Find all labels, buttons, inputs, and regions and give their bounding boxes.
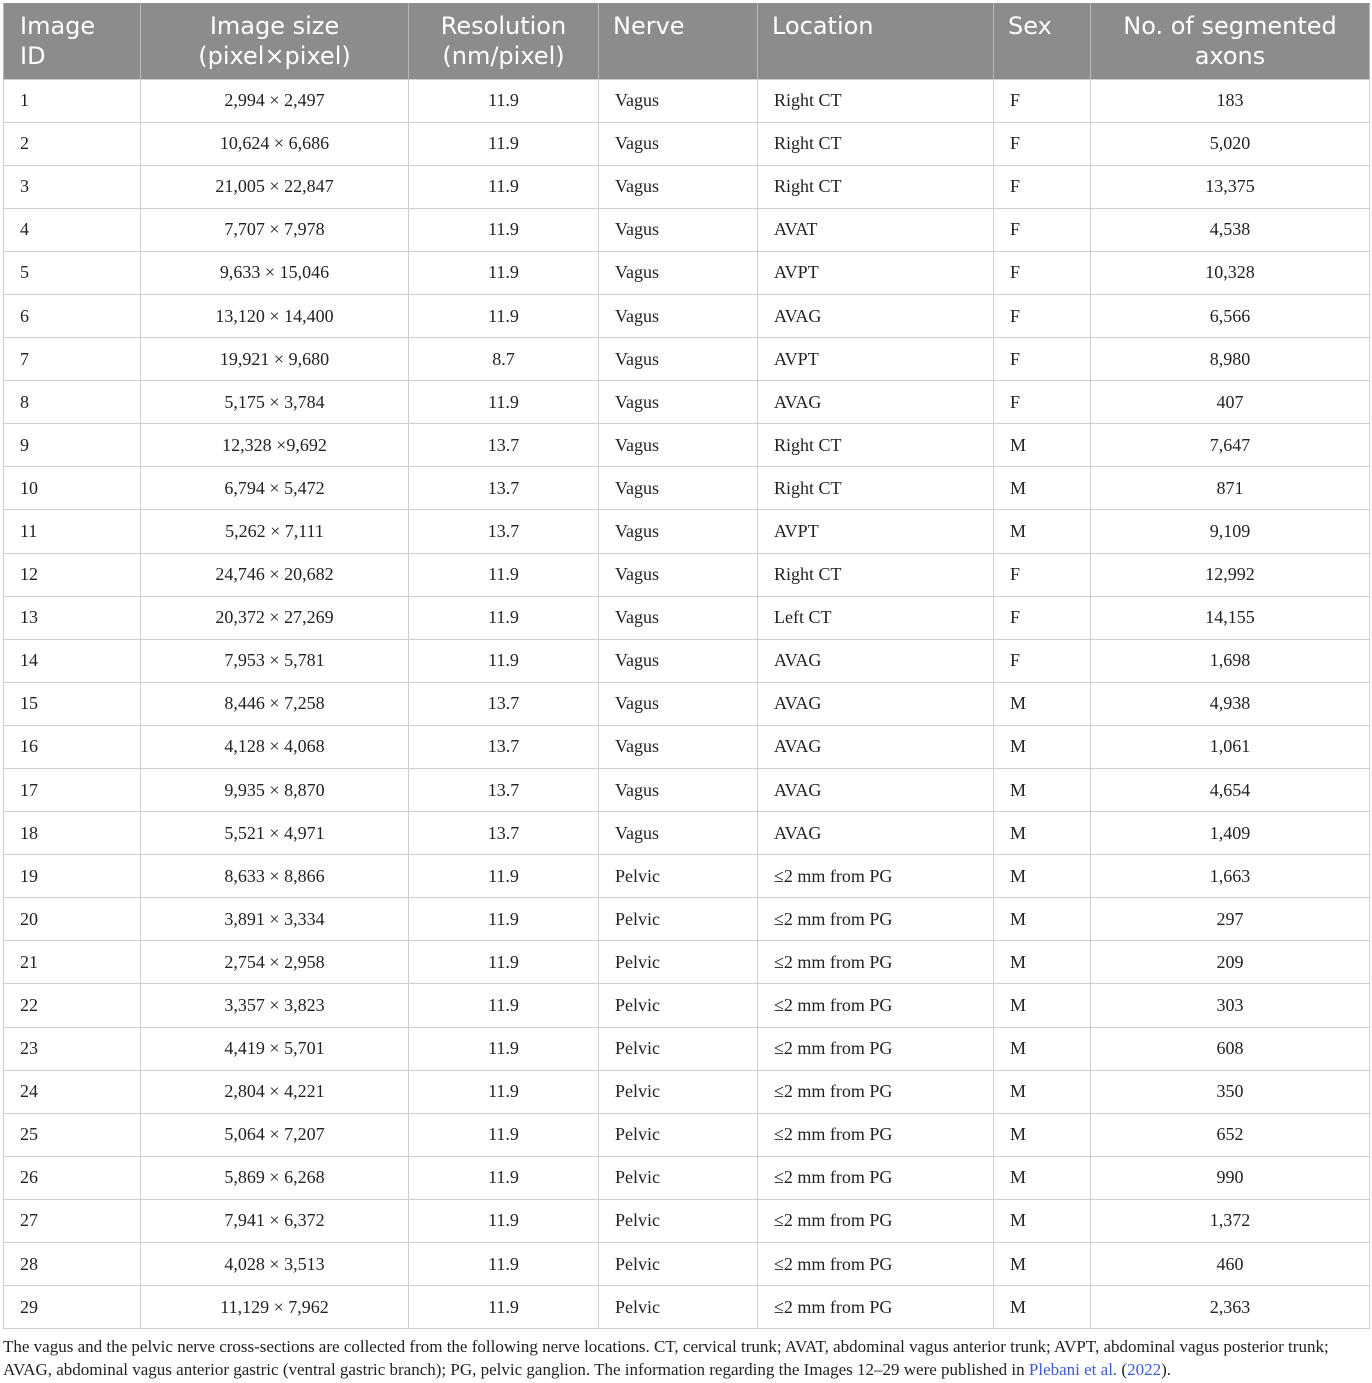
cell-image-size: 8,446 × 7,258 <box>141 682 409 725</box>
cell-image-id: 12 <box>4 553 141 596</box>
table-row <box>4 682 1370 725</box>
cell-image-id: 29 <box>4 1286 141 1329</box>
citation-link-year[interactable]: 2022 <box>1127 1360 1162 1379</box>
cell-sex: M <box>994 1243 1091 1286</box>
cell-axons: 1,372 <box>1091 1199 1370 1242</box>
table-row <box>4 1286 1370 1329</box>
cell-axons: 4,938 <box>1091 682 1370 725</box>
cell-image-id: 16 <box>4 725 141 768</box>
table-row <box>4 79 1370 122</box>
cell-image-size: 6,794 × 5,472 <box>141 467 409 510</box>
footnote-paren-close: ). <box>1161 1360 1172 1379</box>
cell-location: AVPT <box>758 251 994 294</box>
table-row <box>4 510 1370 553</box>
table-row <box>4 984 1370 1027</box>
cell-image-id: 25 <box>4 1113 141 1156</box>
cell-sex: M <box>994 424 1091 467</box>
cell-nerve: Vagus <box>599 424 758 467</box>
cell-nerve: Pelvic <box>599 1199 758 1242</box>
cell-sex: M <box>994 812 1091 855</box>
cell-resolution: 13.7 <box>409 769 599 812</box>
table-row <box>4 122 1370 165</box>
citation-link-authors[interactable]: Plebani et al. <box>1028 1360 1118 1379</box>
cell-axons: 10,328 <box>1091 251 1370 294</box>
table-row <box>4 941 1370 984</box>
cell-location: AVAG <box>758 639 994 682</box>
cell-nerve: Pelvic <box>599 1243 758 1286</box>
cell-sex: M <box>994 855 1091 898</box>
cell-axons: 303 <box>1091 984 1370 1027</box>
cell-resolution: 13.7 <box>409 424 599 467</box>
cell-axons: 460 <box>1091 1243 1370 1286</box>
cell-nerve: Vagus <box>599 165 758 208</box>
cell-sex: M <box>994 898 1091 941</box>
cell-location: AVAG <box>758 294 994 337</box>
cell-image-size: 7,941 × 6,372 <box>141 1199 409 1242</box>
cell-location: AVPT <box>758 338 994 381</box>
cell-resolution: 13.7 <box>409 682 599 725</box>
cell-axons: 183 <box>1091 79 1370 122</box>
footnote-text: The vagus and the pelvic nerve cross-sections are collected from the following nerve locations. CT, cervical trunk; AVAT, abdominal vagus anterior trunk; AVPT, abdominal vagus posterior trunk; AVAG, abdominal vagus anterior gastric (ventral gastric branch); PG, pelvic ganglion. The information regarding the Images 12–29 were published in <box>3 1337 1329 1379</box>
cell-location: ≤2 mm from PG <box>758 941 994 984</box>
cell-location: Right CT <box>758 424 994 467</box>
table-row <box>4 1113 1370 1156</box>
cell-image-id: 2 <box>4 122 141 165</box>
cell-sex: F <box>994 165 1091 208</box>
cell-nerve: Vagus <box>599 122 758 165</box>
cell-resolution: 11.9 <box>409 898 599 941</box>
cell-location: Right CT <box>758 165 994 208</box>
cell-resolution: 11.9 <box>409 294 599 337</box>
cell-resolution: 11.9 <box>409 941 599 984</box>
cell-location: ≤2 mm from PG <box>758 1027 994 1070</box>
cell-nerve: Pelvic <box>599 941 758 984</box>
cell-axons: 12,992 <box>1091 553 1370 596</box>
cell-image-id: 21 <box>4 941 141 984</box>
cell-sex: M <box>994 1113 1091 1156</box>
cell-sex: M <box>994 1286 1091 1329</box>
cell-location: ≤2 mm from PG <box>758 1199 994 1242</box>
cell-image-size: 5,064 × 7,207 <box>141 1113 409 1156</box>
cell-axons: 8,980 <box>1091 338 1370 381</box>
cell-axons: 9,109 <box>1091 510 1370 553</box>
cell-resolution: 13.7 <box>409 467 599 510</box>
table-row <box>4 1027 1370 1070</box>
cell-location: ≤2 mm from PG <box>758 1070 994 1113</box>
cell-axons: 990 <box>1091 1156 1370 1199</box>
cell-location: Right CT <box>758 79 994 122</box>
cell-resolution: 11.9 <box>409 1156 599 1199</box>
cell-sex: M <box>994 941 1091 984</box>
header-axons <box>1091 3 1370 79</box>
cell-location: Left CT <box>758 596 994 639</box>
cell-axons: 209 <box>1091 941 1370 984</box>
cell-nerve: Vagus <box>599 251 758 294</box>
cell-image-id: 8 <box>4 381 141 424</box>
cell-resolution: 11.9 <box>409 1286 599 1329</box>
header-resolution-line1: Resolution <box>440 12 567 40</box>
cell-image-size: 13,120 × 14,400 <box>141 294 409 337</box>
cell-nerve: Pelvic <box>599 984 758 1027</box>
cell-image-size: 3,891 × 3,334 <box>141 898 409 941</box>
cell-axons: 652 <box>1091 1113 1370 1156</box>
cell-resolution: 11.9 <box>409 208 599 251</box>
axon-dataset-table <box>3 3 1370 1329</box>
cell-axons: 4,654 <box>1091 769 1370 812</box>
cell-image-id: 7 <box>4 338 141 381</box>
cell-resolution: 11.9 <box>409 984 599 1027</box>
cell-image-size: 10,624 × 6,686 <box>141 122 409 165</box>
table-row <box>4 467 1370 510</box>
cell-image-size: 5,869 × 6,268 <box>141 1156 409 1199</box>
cell-axons: 5,020 <box>1091 122 1370 165</box>
cell-nerve: Pelvic <box>599 1156 758 1199</box>
cell-resolution: 13.7 <box>409 725 599 768</box>
cell-location: AVAG <box>758 812 994 855</box>
cell-nerve: Pelvic <box>599 1070 758 1113</box>
header-sex-label: Sex <box>1008 12 1052 40</box>
table-row <box>4 338 1370 381</box>
cell-nerve: Vagus <box>599 381 758 424</box>
cell-nerve: Vagus <box>599 467 758 510</box>
cell-image-id: 17 <box>4 769 141 812</box>
cell-axons: 297 <box>1091 898 1370 941</box>
cell-sex: F <box>994 639 1091 682</box>
cell-image-id: 27 <box>4 1199 141 1242</box>
cell-sex: M <box>994 467 1091 510</box>
cell-axons: 1,698 <box>1091 639 1370 682</box>
cell-image-id: 26 <box>4 1156 141 1199</box>
header-image-id-label: Image ID <box>20 12 96 70</box>
table-row <box>4 812 1370 855</box>
cell-image-id: 9 <box>4 424 141 467</box>
cell-image-id: 18 <box>4 812 141 855</box>
cell-image-size: 2,804 × 4,221 <box>141 1070 409 1113</box>
cell-image-size: 20,372 × 27,269 <box>141 596 409 639</box>
cell-image-size: 4,419 × 5,701 <box>141 1027 409 1070</box>
table-row <box>4 769 1370 812</box>
cell-image-size: 3,357 × 3,823 <box>141 984 409 1027</box>
cell-location: ≤2 mm from PG <box>758 1286 994 1329</box>
table-row <box>4 1199 1370 1242</box>
cell-resolution: 8.7 <box>409 338 599 381</box>
table-row <box>4 1243 1370 1286</box>
cell-sex: M <box>994 725 1091 768</box>
cell-nerve: Vagus <box>599 725 758 768</box>
cell-nerve: Pelvic <box>599 1027 758 1070</box>
table-row <box>4 639 1370 682</box>
cell-nerve: Vagus <box>599 208 758 251</box>
cell-sex: F <box>994 553 1091 596</box>
cell-sex: F <box>994 122 1091 165</box>
table-header-row <box>4 3 1370 79</box>
cell-image-size: 4,028 × 3,513 <box>141 1243 409 1286</box>
table-row <box>4 1070 1370 1113</box>
cell-sex: F <box>994 208 1091 251</box>
cell-axons: 608 <box>1091 1027 1370 1070</box>
cell-axons: 871 <box>1091 467 1370 510</box>
cell-location: ≤2 mm from PG <box>758 1156 994 1199</box>
cell-location: AVAG <box>758 381 994 424</box>
cell-location: ≤2 mm from PG <box>758 898 994 941</box>
cell-image-size: 7,953 × 5,781 <box>141 639 409 682</box>
header-resolution-line2: (nm/pixel) <box>442 42 565 70</box>
header-axons-line1: No. of segmented <box>1123 12 1337 40</box>
cell-sex: F <box>994 338 1091 381</box>
cell-image-size: 19,921 × 9,680 <box>141 338 409 381</box>
cell-image-size: 12,328 ×9,692 <box>141 424 409 467</box>
cell-sex: F <box>994 294 1091 337</box>
cell-resolution: 11.9 <box>409 122 599 165</box>
cell-resolution: 11.9 <box>409 855 599 898</box>
cell-resolution: 13.7 <box>409 510 599 553</box>
header-image-size <box>141 3 409 79</box>
cell-sex: M <box>994 682 1091 725</box>
cell-image-id: 22 <box>4 984 141 1027</box>
header-image-id <box>4 3 141 79</box>
cell-sex: M <box>994 1027 1091 1070</box>
table-row <box>4 424 1370 467</box>
cell-nerve: Pelvic <box>599 855 758 898</box>
cell-sex: M <box>994 1199 1091 1242</box>
cell-nerve: Vagus <box>599 510 758 553</box>
table-row <box>4 381 1370 424</box>
cell-sex: F <box>994 381 1091 424</box>
table-row <box>4 725 1370 768</box>
table-row <box>4 596 1370 639</box>
cell-sex: F <box>994 596 1091 639</box>
cell-axons: 4,538 <box>1091 208 1370 251</box>
cell-location: AVPT <box>758 510 994 553</box>
table-row <box>4 251 1370 294</box>
cell-location: Right CT <box>758 122 994 165</box>
cell-image-size: 9,935 × 8,870 <box>141 769 409 812</box>
cell-nerve: Pelvic <box>599 1113 758 1156</box>
cell-image-id: 10 <box>4 467 141 510</box>
cell-location: ≤2 mm from PG <box>758 1243 994 1286</box>
cell-nerve: Vagus <box>599 79 758 122</box>
table-row <box>4 855 1370 898</box>
cell-resolution: 11.9 <box>409 1113 599 1156</box>
cell-nerve: Vagus <box>599 682 758 725</box>
cell-axons: 1,409 <box>1091 812 1370 855</box>
cell-axons: 407 <box>1091 381 1370 424</box>
cell-image-size: 11,129 × 7,962 <box>141 1286 409 1329</box>
cell-image-size: 4,128 × 4,068 <box>141 725 409 768</box>
cell-location: ≤2 mm from PG <box>758 1113 994 1156</box>
cell-resolution: 11.9 <box>409 553 599 596</box>
cell-location: Right CT <box>758 467 994 510</box>
cell-location: AVAG <box>758 725 994 768</box>
cell-resolution: 11.9 <box>409 79 599 122</box>
cell-location: ≤2 mm from PG <box>758 855 994 898</box>
cell-resolution: 11.9 <box>409 1070 599 1113</box>
cell-resolution: 11.9 <box>409 596 599 639</box>
cell-nerve: Vagus <box>599 338 758 381</box>
cell-image-id: 19 <box>4 855 141 898</box>
cell-nerve: Vagus <box>599 812 758 855</box>
cell-resolution: 11.9 <box>409 639 599 682</box>
table-row <box>4 165 1370 208</box>
cell-sex: M <box>994 1156 1091 1199</box>
cell-sex: F <box>994 79 1091 122</box>
cell-nerve: Vagus <box>599 639 758 682</box>
data-table-container <box>3 3 1369 1329</box>
cell-axons: 1,061 <box>1091 725 1370 768</box>
cell-axons: 14,155 <box>1091 596 1370 639</box>
cell-location: Right CT <box>758 553 994 596</box>
cell-image-id: 4 <box>4 208 141 251</box>
cell-image-id: 20 <box>4 898 141 941</box>
header-nerve <box>599 3 758 79</box>
cell-sex: M <box>994 1070 1091 1113</box>
cell-sex: M <box>994 769 1091 812</box>
footnote-paren-open: ( <box>1117 1360 1128 1379</box>
cell-image-id: 13 <box>4 596 141 639</box>
cell-image-size: 2,754 × 2,958 <box>141 941 409 984</box>
cell-location: AVAG <box>758 769 994 812</box>
cell-sex: F <box>994 251 1091 294</box>
cell-image-id: 24 <box>4 1070 141 1113</box>
cell-nerve: Vagus <box>599 596 758 639</box>
cell-image-id: 15 <box>4 682 141 725</box>
cell-image-size: 5,175 × 3,784 <box>141 381 409 424</box>
cell-axons: 13,375 <box>1091 165 1370 208</box>
cell-axons: 2,363 <box>1091 1286 1370 1329</box>
cell-image-id: 6 <box>4 294 141 337</box>
cell-location: AVAG <box>758 682 994 725</box>
cell-image-id: 14 <box>4 639 141 682</box>
header-location-label: Location <box>772 12 874 40</box>
cell-image-size: 8,633 × 8,866 <box>141 855 409 898</box>
header-location <box>758 3 994 79</box>
table-body <box>4 79 1370 1329</box>
header-image-size-line2: (pixel×pixel) <box>198 42 351 70</box>
cell-nerve: Vagus <box>599 769 758 812</box>
table-row <box>4 1156 1370 1199</box>
table-row <box>4 553 1370 596</box>
table-footnote <box>3 1335 1369 1381</box>
cell-nerve: Vagus <box>599 294 758 337</box>
cell-resolution: 11.9 <box>409 251 599 294</box>
cell-axons: 6,566 <box>1091 294 1370 337</box>
cell-image-id: 11 <box>4 510 141 553</box>
cell-nerve: Pelvic <box>599 1286 758 1329</box>
header-nerve-label: Nerve <box>613 12 685 40</box>
cell-resolution: 11.9 <box>409 1199 599 1242</box>
cell-image-id: 23 <box>4 1027 141 1070</box>
header-image-size-line1: Image size <box>209 12 340 40</box>
cell-resolution: 11.9 <box>409 381 599 424</box>
cell-image-size: 9,633 × 15,046 <box>141 251 409 294</box>
table-row <box>4 208 1370 251</box>
cell-axons: 350 <box>1091 1070 1370 1113</box>
header-resolution <box>409 3 599 79</box>
cell-resolution: 11.9 <box>409 1243 599 1286</box>
header-axons-line2: axons <box>1194 42 1266 70</box>
cell-location: AVAT <box>758 208 994 251</box>
cell-image-size: 24,746 × 20,682 <box>141 553 409 596</box>
header-sex <box>994 3 1091 79</box>
cell-image-size: 7,707 × 7,978 <box>141 208 409 251</box>
table-row <box>4 898 1370 941</box>
cell-image-id: 5 <box>4 251 141 294</box>
cell-image-id: 28 <box>4 1243 141 1286</box>
cell-location: ≤2 mm from PG <box>758 984 994 1027</box>
table-row <box>4 294 1370 337</box>
cell-sex: M <box>994 510 1091 553</box>
cell-image-size: 5,262 × 7,111 <box>141 510 409 553</box>
cell-nerve: Pelvic <box>599 898 758 941</box>
cell-resolution: 11.9 <box>409 165 599 208</box>
cell-axons: 7,647 <box>1091 424 1370 467</box>
cell-resolution: 13.7 <box>409 812 599 855</box>
cell-image-size: 21,005 × 22,847 <box>141 165 409 208</box>
cell-axons: 1,663 <box>1091 855 1370 898</box>
cell-image-size: 5,521 × 4,971 <box>141 812 409 855</box>
cell-image-size: 2,994 × 2,497 <box>141 79 409 122</box>
cell-resolution: 11.9 <box>409 1027 599 1070</box>
cell-nerve: Vagus <box>599 553 758 596</box>
cell-sex: M <box>994 984 1091 1027</box>
cell-image-id: 1 <box>4 79 141 122</box>
cell-image-id: 3 <box>4 165 141 208</box>
